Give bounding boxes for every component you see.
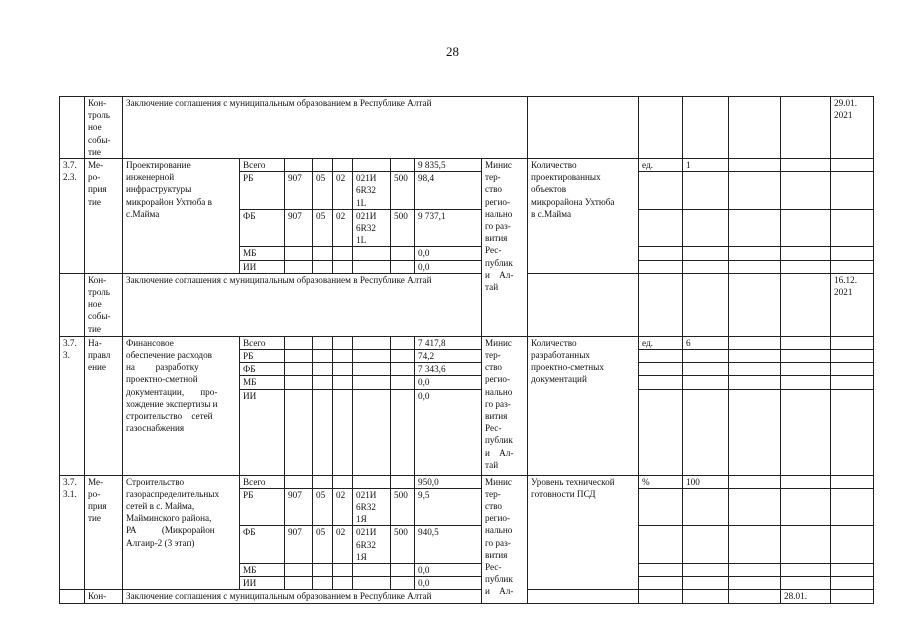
- table-cell: ФБ: [240, 526, 285, 564]
- table-cell: [831, 488, 874, 526]
- table-cell: [781, 172, 831, 210]
- table-cell: [729, 564, 781, 577]
- table-cell: Кон- троль ное собы- тие: [85, 273, 123, 336]
- table-cell: [781, 475, 831, 488]
- table-cell: [639, 172, 683, 210]
- table-cell: МБ: [240, 564, 285, 577]
- table-cell: [353, 564, 391, 577]
- table-cell: Строительство газораспределительных сетей в с. Майма, Майминского района, РА (Микрорайон Алгаир-2 (3 этап): [123, 475, 240, 590]
- table-cell: РБ: [240, 172, 285, 210]
- table-cell: [683, 389, 729, 475]
- table-cell: 28.01.: [781, 590, 831, 603]
- table-cell: [781, 273, 831, 336]
- table-cell: [831, 172, 874, 210]
- table-cell: Заключение соглашения с муниципальным образованием в Республике Алтай: [123, 273, 482, 336]
- table-cell: [353, 389, 391, 475]
- table-cell: [683, 363, 729, 376]
- table-cell: [391, 363, 415, 376]
- table-cell: [781, 247, 831, 260]
- table-row: [60, 97, 874, 159]
- table-cell: 05: [313, 488, 333, 526]
- table-cell: Уровень технической готовности ПСД: [528, 475, 639, 590]
- table-cell: [781, 97, 831, 159]
- table-cell: [639, 488, 683, 526]
- table-cell: Ме- ро- прия тие: [85, 475, 123, 590]
- table-cell: [683, 577, 729, 590]
- table-cell: 74,2: [415, 350, 482, 363]
- table-cell: Ме- ро- прия тие: [85, 159, 123, 274]
- table-cell: [353, 376, 391, 389]
- table-cell: [353, 260, 391, 273]
- table-cell: [639, 247, 683, 260]
- table-cell: [285, 350, 313, 363]
- table-cell: [353, 247, 391, 260]
- table-cell: [639, 97, 683, 159]
- table-cell: [729, 97, 781, 159]
- table-cell: [781, 564, 831, 577]
- table-cell: [285, 363, 313, 376]
- table-body: [60, 97, 874, 604]
- table-cell: ФБ: [240, 209, 285, 247]
- table-cell: [831, 159, 874, 172]
- table-cell: [729, 526, 781, 564]
- table-cell: [391, 376, 415, 389]
- table-cell: [313, 389, 333, 475]
- table-cell: 05: [313, 526, 333, 564]
- table-row: [60, 336, 874, 349]
- table-cell: [683, 260, 729, 273]
- table-cell: Всего: [240, 159, 285, 172]
- table-cell: [639, 590, 683, 603]
- table-cell: [60, 97, 85, 159]
- table-cell: [781, 526, 831, 564]
- table-cell: [781, 336, 831, 349]
- table-cell: Минис тер- ство регио- нально го раз- вития Рес- публик и Ал-: [482, 475, 528, 603]
- table-cell: РБ: [240, 350, 285, 363]
- table-cell: 907: [285, 209, 313, 247]
- table-cell: [391, 475, 415, 488]
- table-cell: 0,0: [415, 389, 482, 475]
- table-cell: 02: [333, 209, 353, 247]
- table-cell: %: [639, 475, 683, 488]
- table-cell: [333, 363, 353, 376]
- table-cell: [285, 260, 313, 273]
- table-cell: [333, 260, 353, 273]
- table-row: [60, 590, 874, 603]
- table-cell: 500: [391, 526, 415, 564]
- table-cell: [391, 577, 415, 590]
- table-cell: [313, 564, 333, 577]
- table-cell: [391, 247, 415, 260]
- table-cell: [285, 577, 313, 590]
- table-cell: ед.: [639, 159, 683, 172]
- table-cell: [333, 159, 353, 172]
- table-cell: [639, 350, 683, 363]
- table-cell: 9 835,5: [415, 159, 482, 172]
- table-cell: [683, 564, 729, 577]
- table-cell: [285, 247, 313, 260]
- table-cell: [391, 159, 415, 172]
- table-cell: Минис тер- ство регио- нально го раз- вития Рес- публик и Ал- тай: [482, 336, 528, 475]
- table-cell: [333, 247, 353, 260]
- table-cell: 0,0: [415, 577, 482, 590]
- table-cell: 0,0: [415, 564, 482, 577]
- table-cell: МБ: [240, 376, 285, 389]
- table-cell: [353, 475, 391, 488]
- table-cell: [528, 97, 639, 159]
- table-cell: [831, 260, 874, 273]
- table-cell: 7 343,6: [415, 363, 482, 376]
- table-cell: [391, 389, 415, 475]
- page-number: 28: [446, 44, 459, 59]
- table-cell: [313, 350, 333, 363]
- table-cell: [391, 260, 415, 273]
- table-cell: 9 737,1: [415, 209, 482, 247]
- table-cell: 7 417,8: [415, 336, 482, 349]
- table-cell: [639, 389, 683, 475]
- table-cell: 021И 6R32 1L: [353, 172, 391, 210]
- table-cell: [729, 475, 781, 488]
- table-cell: [313, 376, 333, 389]
- table-cell: 021И 6R32 1L: [353, 209, 391, 247]
- table-cell: [683, 488, 729, 526]
- table-cell: ФБ: [240, 363, 285, 376]
- table-cell: [353, 577, 391, 590]
- table-cell: Заключение соглашения с муниципальным образованием в Республике Алтай: [123, 97, 528, 159]
- table-cell: [391, 350, 415, 363]
- table-cell: РБ: [240, 488, 285, 526]
- table-cell: [831, 475, 874, 488]
- table-cell: 0,0: [415, 376, 482, 389]
- table-cell: Кон- троль ное собы- тие: [85, 97, 123, 159]
- table-cell: [353, 363, 391, 376]
- table-cell: [353, 336, 391, 349]
- table-cell: ед.: [639, 336, 683, 349]
- table-cell: 6: [683, 336, 729, 349]
- table-cell: Кон-: [85, 590, 123, 603]
- table-cell: [729, 577, 781, 590]
- table-cell: [729, 273, 781, 336]
- table-cell: [333, 577, 353, 590]
- table-cell: [831, 376, 874, 389]
- table-cell: [831, 590, 874, 603]
- table-cell: [353, 159, 391, 172]
- table-cell: МБ: [240, 247, 285, 260]
- table-cell: [729, 159, 781, 172]
- table-cell: [831, 350, 874, 363]
- table-cell: [729, 209, 781, 247]
- table-cell: [333, 475, 353, 488]
- table-cell: 500: [391, 488, 415, 526]
- table-cell: 950,0: [415, 475, 482, 488]
- table-cell: [333, 336, 353, 349]
- table-cell: [639, 273, 683, 336]
- table-cell: 021И 6R32 1Я: [353, 526, 391, 564]
- table-cell: [285, 336, 313, 349]
- table-cell: 9,5: [415, 488, 482, 526]
- table-cell: Минис тер- ство регио- нально го раз- вития Рес- публик и Ал- тай: [482, 159, 528, 337]
- table-cell: [729, 389, 781, 475]
- table-cell: [729, 336, 781, 349]
- table-cell: 02: [333, 172, 353, 210]
- table-cell: [781, 159, 831, 172]
- table-cell: [729, 350, 781, 363]
- table-cell: [285, 159, 313, 172]
- table-cell: 3.7. 3.: [60, 336, 85, 475]
- table-cell: [313, 577, 333, 590]
- table-cell: [781, 350, 831, 363]
- table-cell: Финансовое обеспечение расходов на разработку проектно-сметной документации, про- хождение экспертизы и строительство сетей газоснабжения: [123, 336, 240, 475]
- table-cell: [333, 350, 353, 363]
- table-cell: 0,0: [415, 260, 482, 273]
- table-cell: [285, 376, 313, 389]
- table-cell: 100: [683, 475, 729, 488]
- table-cell: [729, 260, 781, 273]
- table-cell: [729, 590, 781, 603]
- table-cell: [781, 389, 831, 475]
- table-cell: [831, 247, 874, 260]
- table-cell: 98,4: [415, 172, 482, 210]
- table-cell: [831, 577, 874, 590]
- table-cell: [639, 376, 683, 389]
- table-cell: [639, 526, 683, 564]
- table-cell: [313, 475, 333, 488]
- table-cell: 05: [313, 172, 333, 210]
- table-cell: ИИ: [240, 389, 285, 475]
- table-cell: [831, 363, 874, 376]
- table-cell: [831, 209, 874, 247]
- table-cell: [683, 172, 729, 210]
- table-cell: [285, 564, 313, 577]
- table-cell: [528, 590, 639, 603]
- table-cell: [729, 376, 781, 389]
- table-cell: [831, 526, 874, 564]
- table-cell: [683, 526, 729, 564]
- table-cell: 16.12. 2021: [831, 273, 874, 336]
- table-cell: Проектирование инженерной инфраструктуры микрорайон Ухтюба в с.Майма: [123, 159, 240, 274]
- table-cell: [683, 350, 729, 363]
- table-cell: Всего: [240, 475, 285, 488]
- table-cell: Заключение соглашения с муниципальным образованием в Республике Алтай: [123, 590, 482, 603]
- table-cell: [781, 209, 831, 247]
- program-table: [59, 96, 874, 604]
- table-cell: 05: [313, 209, 333, 247]
- table-cell: [333, 376, 353, 389]
- table-cell: 907: [285, 488, 313, 526]
- table-cell: [313, 336, 333, 349]
- table-cell: [639, 577, 683, 590]
- table-cell: [683, 273, 729, 336]
- table-row: [60, 475, 874, 488]
- table-cell: [781, 577, 831, 590]
- table-cell: [60, 590, 85, 603]
- table-cell: [781, 376, 831, 389]
- table-cell: [285, 475, 313, 488]
- table-cell: 3.7. 2.3.: [60, 159, 85, 274]
- table-cell: [683, 97, 729, 159]
- table-cell: [391, 336, 415, 349]
- table-cell: [391, 564, 415, 577]
- table-cell: [333, 389, 353, 475]
- table-cell: [831, 336, 874, 349]
- table-cell: [639, 209, 683, 247]
- table-row: [60, 159, 874, 172]
- table-cell: 29.01. 2021: [831, 97, 874, 159]
- table-cell: На- правл ение: [85, 336, 123, 475]
- table-cell: [639, 564, 683, 577]
- table-cell: ИИ: [240, 577, 285, 590]
- table-cell: 0,0: [415, 247, 482, 260]
- table-cell: [729, 247, 781, 260]
- table-cell: [639, 260, 683, 273]
- table-cell: 940,5: [415, 526, 482, 564]
- table-cell: [831, 564, 874, 577]
- table-cell: [729, 488, 781, 526]
- table-cell: [729, 363, 781, 376]
- table-cell: [683, 376, 729, 389]
- table-cell: [781, 260, 831, 273]
- table-cell: Всего: [240, 336, 285, 349]
- table-cell: [60, 273, 85, 336]
- table-cell: 500: [391, 209, 415, 247]
- table-cell: [285, 389, 313, 475]
- table-cell: [729, 172, 781, 210]
- table-row: [60, 273, 874, 336]
- table-cell: 3.7. 3.1.: [60, 475, 85, 590]
- table-cell: Количество разработанных проектно-сметных документаций: [528, 336, 639, 475]
- table-cell: [528, 273, 639, 336]
- table-cell: [313, 247, 333, 260]
- table-cell: [353, 350, 391, 363]
- table-cell: [683, 247, 729, 260]
- table-cell: Количество проектированных объектов микрорайона Ухтюба в с.Майма: [528, 159, 639, 274]
- table-cell: 021И 6R32 1Я: [353, 488, 391, 526]
- table-cell: [313, 159, 333, 172]
- table-cell: 500: [391, 172, 415, 210]
- table-cell: [313, 363, 333, 376]
- table-cell: [683, 209, 729, 247]
- table-cell: [313, 260, 333, 273]
- table-cell: [781, 363, 831, 376]
- table-cell: 02: [333, 526, 353, 564]
- table-cell: [639, 363, 683, 376]
- table-cell: [831, 389, 874, 475]
- table-cell: ИИ: [240, 260, 285, 273]
- table-cell: 907: [285, 172, 313, 210]
- table-cell: 02: [333, 488, 353, 526]
- table-cell: [683, 590, 729, 603]
- table-cell: [333, 564, 353, 577]
- table-cell: 907: [285, 526, 313, 564]
- table-cell: 1: [683, 159, 729, 172]
- table-cell: [781, 488, 831, 526]
